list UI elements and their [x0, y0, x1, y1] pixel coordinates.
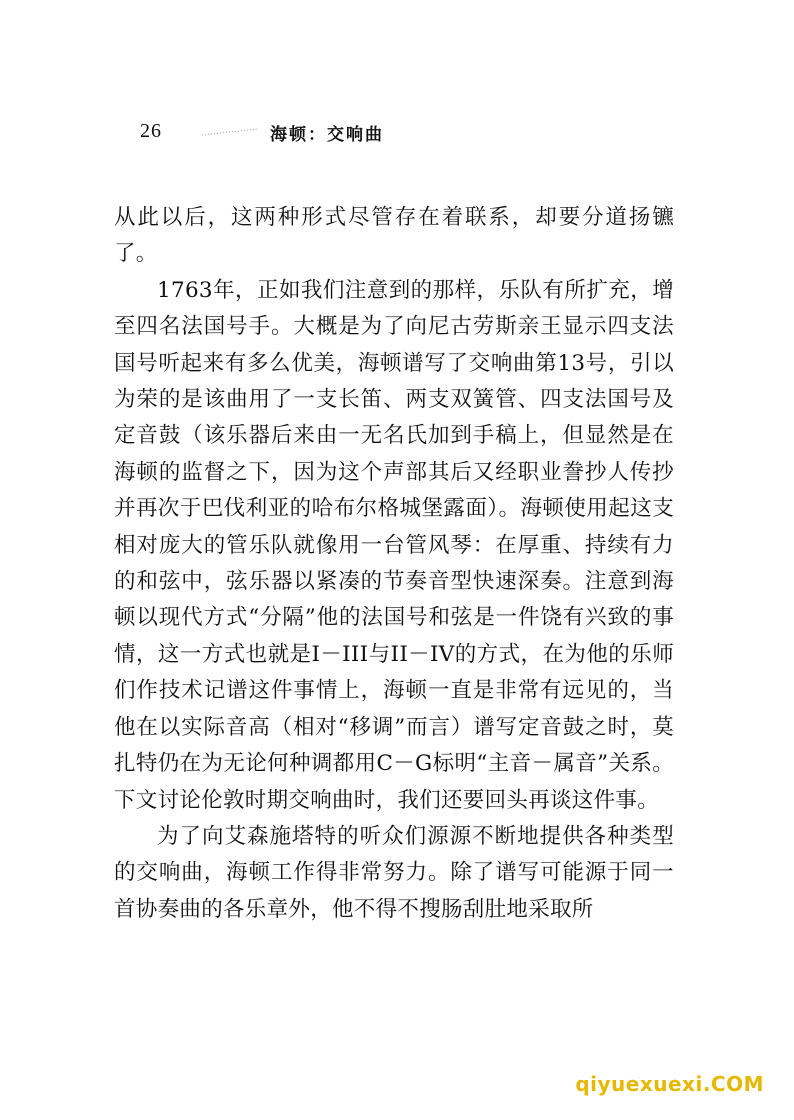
- body-text: [114, 200, 674, 928]
- page-header: [120, 112, 680, 148]
- header-ornament-icon: [200, 126, 260, 138]
- running-title: 海顿：交响曲: [270, 125, 384, 145]
- site-watermark: qiyuexuexi.COM: [575, 1072, 764, 1096]
- paragraph-3: 为了向艾森施塔特的听众们源源不断地提供各种类型的交响曲，海顿工作得非常努力。除了谱写可能源于同一首协奏曲的各乐章外，他不得不搜肠刮肚地采取所: [114, 823, 674, 922]
- page-number: 26: [140, 120, 162, 142]
- paragraph-2: 1763年，正如我们注意到的那样，乐队有所扩充，增至四名法国号手。大概是为了向尼古劳斯亲王显示四支法国号听起来有多么优美，海顿谱写了交响曲第13号，引以为荣的是该曲用了一支长笛、两支双簧管、四支法国号及定音鼓（该乐器后来由一无名氏加到手稿上，但显然是在海顿的监督之下，因为这个声部其后又经职业誊抄人传抄并再次于巴伐利亚的哈布尔格城堡露面）。海顿使用起这支相对庞大的管乐队就像用一台管风琴：在厚重、持续有力的和弦中，弦乐器以紧凑的节奏音型快速深奏。注意到海顿以现代方式“分隔”他的法国号和弦是一件饶有兴致的事情，这一方式也就是I－III与II－IV的方式，在为他的乐师们作技术记谱这件事情上，海顿一直是非常有远见的，当他在以实际音高（相对“移调”而言）谱写定音鼓之时，莫扎特仍在为无论何种调都用C－G标明“主音－属音”关系。下文讨论伦敦时期交响曲时，我们还要回头再谈这件事。: [114, 277, 674, 813]
- paragraph-1: 从此以后，这两种形式尽管存在着联系，却要分道扬镳了。: [114, 205, 674, 267]
